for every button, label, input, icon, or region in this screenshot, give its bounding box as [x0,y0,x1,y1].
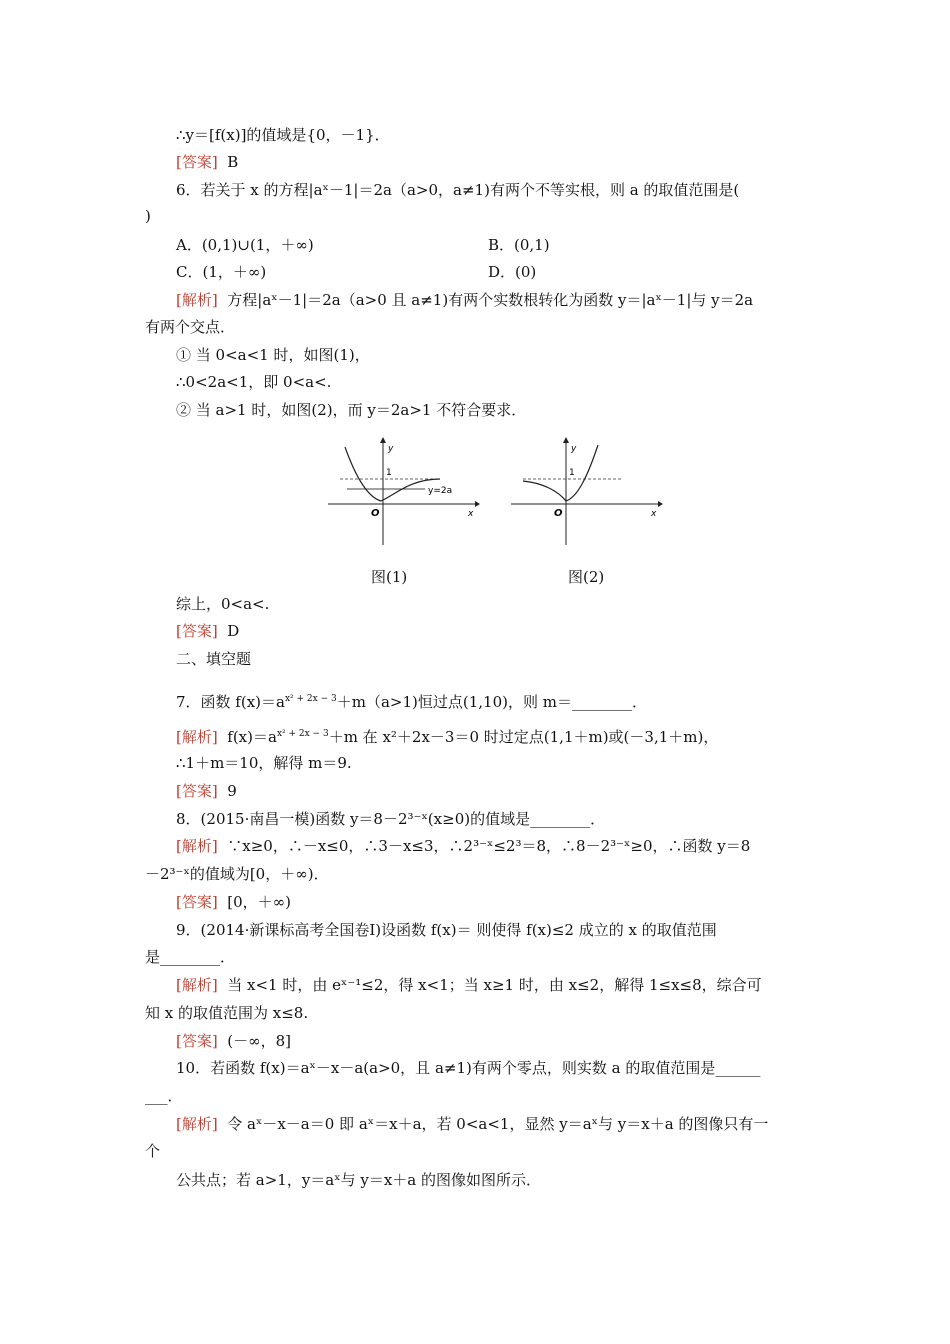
text-line: 个 [145,1142,161,1160]
analysis-tag: [解析] [176,837,218,855]
question-9: 9．(2014·新课标高考全国卷Ⅰ)设函数 f(x)＝ 则使得 f(x)≤2 成立的 x 的取值范围 [176,921,717,939]
text-line: ∴y＝[f(x)]的值域是{0，－1}． [176,126,390,144]
analysis-exponent: x² + 2x − 3 [276,729,329,739]
text-line: 知 x 的取值范围为 x≤8. [145,1004,309,1022]
analysis-tag: [解析] [176,291,218,309]
q7-part-b: ＋m（a>1)恒过点(1,10)，则 m＝________． [336,693,647,711]
label-origin: O [554,508,563,519]
answer-line [176,1031,841,1051]
text-line: ② 当 a>1 时，如图(2)，而 y＝2a>1 不符合要求． [176,401,527,419]
label-one: 1 [386,468,392,478]
answer-tag: [答案] [176,153,218,171]
analysis-text: 令 aˣ－x－a＝0 即 aˣ＝x＋a，若 0<a<1，显然 y＝aˣ与 y＝x＋a 的图像只有一 [227,1115,769,1133]
text-line: 是________． [145,948,236,966]
option-d: D．(0) [488,263,537,281]
text-line: 有两个交点． [145,318,236,336]
analysis-part-b: ＋m 在 x²＋2x－3＝0 时过定点(1,1＋m)或(－3,1＋m)， [328,728,719,746]
analysis-text: 当 x<1 时，由 eˣ⁻¹≤2，得 x<1；当 x≥1 时，由 x≤2，解得 1≤x≤8，综合可 [227,976,762,994]
answer-value: [0，＋∞) [227,893,292,911]
question-7 [176,689,841,712]
curve-abs-ax-minus-1 [523,445,598,501]
label-x: x [468,509,474,519]
analysis-line [176,724,841,747]
figure-2-graph [508,435,663,550]
x-axis-arrow [658,501,663,507]
curve-abs-ax-minus-1 [345,447,440,501]
text-line: 公共点；若 a>1，y＝aˣ与 y＝x＋a 的图像如图所示． [176,1171,542,1189]
label-y: y [571,444,577,454]
answer-tag: [答案] [176,782,218,800]
y-axis-arrow [380,437,386,443]
figure-1-caption: 图(1) [371,568,408,586]
analysis-line [176,836,841,856]
text-line: ∴0<2a<1，即 0<a<. [176,373,332,391]
answer-value: (－∞，8] [227,1032,292,1050]
section-heading: 二、填空题 [176,650,252,668]
answer-value: B [227,153,239,171]
answer-value: D [227,622,240,640]
q7-part-a: 7．函数 f(x)＝a [176,693,285,711]
text-line: ) [145,207,151,225]
analysis-tag: [解析] [176,1115,218,1133]
label-x: x [651,509,657,519]
y-axis-arrow [563,437,569,443]
text-line: ① 当 0<a<1 时，如图(1)， [176,346,370,364]
label-y: y [388,444,394,454]
question-8: 8．(2015·南昌一模)函数 y＝8－2³⁻ˣ(x≥0)的值域是________． [176,810,606,828]
text-line: －2³⁻ˣ的值域为[0，＋∞)． [145,865,329,883]
label-one: 1 [569,468,575,478]
text-line: ___． [145,1087,183,1105]
analysis-tag: [解析] [176,728,218,746]
answer-line [176,152,841,172]
analysis-line [176,1114,841,1134]
analysis-text: ∵x≥0，∴－x≤0，∴3－x≤3，∴2³⁻ˣ≤2³＝8，∴8－2³⁻ˣ≥0，∴函数 y＝8 [227,837,751,855]
option-b: B．(0,1) [488,236,550,254]
option-c: C．(1，＋∞) [176,263,267,281]
figure-2-caption: 图(2) [568,568,605,586]
text-line: 综上，0<a<. [176,595,270,613]
analysis-text: 方程|aˣ－1|＝2a（a>0 且 a≠1)有两个实数根转化为函数 y＝|aˣ－1|与 y＝2a [227,291,754,309]
analysis-tag: [解析] [176,976,218,994]
answer-line [176,781,841,801]
q7-exponent: x² + 2x − 3 [284,694,337,704]
x-axis-arrow [475,501,480,507]
text-line: ∴1＋m＝10，解得 m＝9. [176,754,352,772]
answer-tag: [答案] [176,893,218,911]
analysis-part-a: f(x)＝a [227,728,277,746]
answer-tag: [答案] [176,1032,218,1050]
answer-line [176,892,841,912]
option-a: A．(0,1)∪(1，＋∞) [176,236,314,254]
figure-1-graph [325,435,480,550]
label-origin: O [371,508,380,519]
label-y-2a: y=2a [428,486,453,496]
answer-tag: [答案] [176,622,218,640]
analysis-line [176,290,841,310]
question-10: 10．若函数 f(x)＝aˣ－x－a(a>0，且 a≠1)有两个零点，则实数 a 的取值范围是______ [176,1059,761,1077]
question-6: 6．若关于 x 的方程|aˣ－1|＝2a（a>0，a≠1)有两个不等实根，则 a 的取值范围是( [176,181,740,199]
analysis-line [176,975,841,995]
answer-line [176,621,841,641]
answer-value: 9 [227,782,237,800]
